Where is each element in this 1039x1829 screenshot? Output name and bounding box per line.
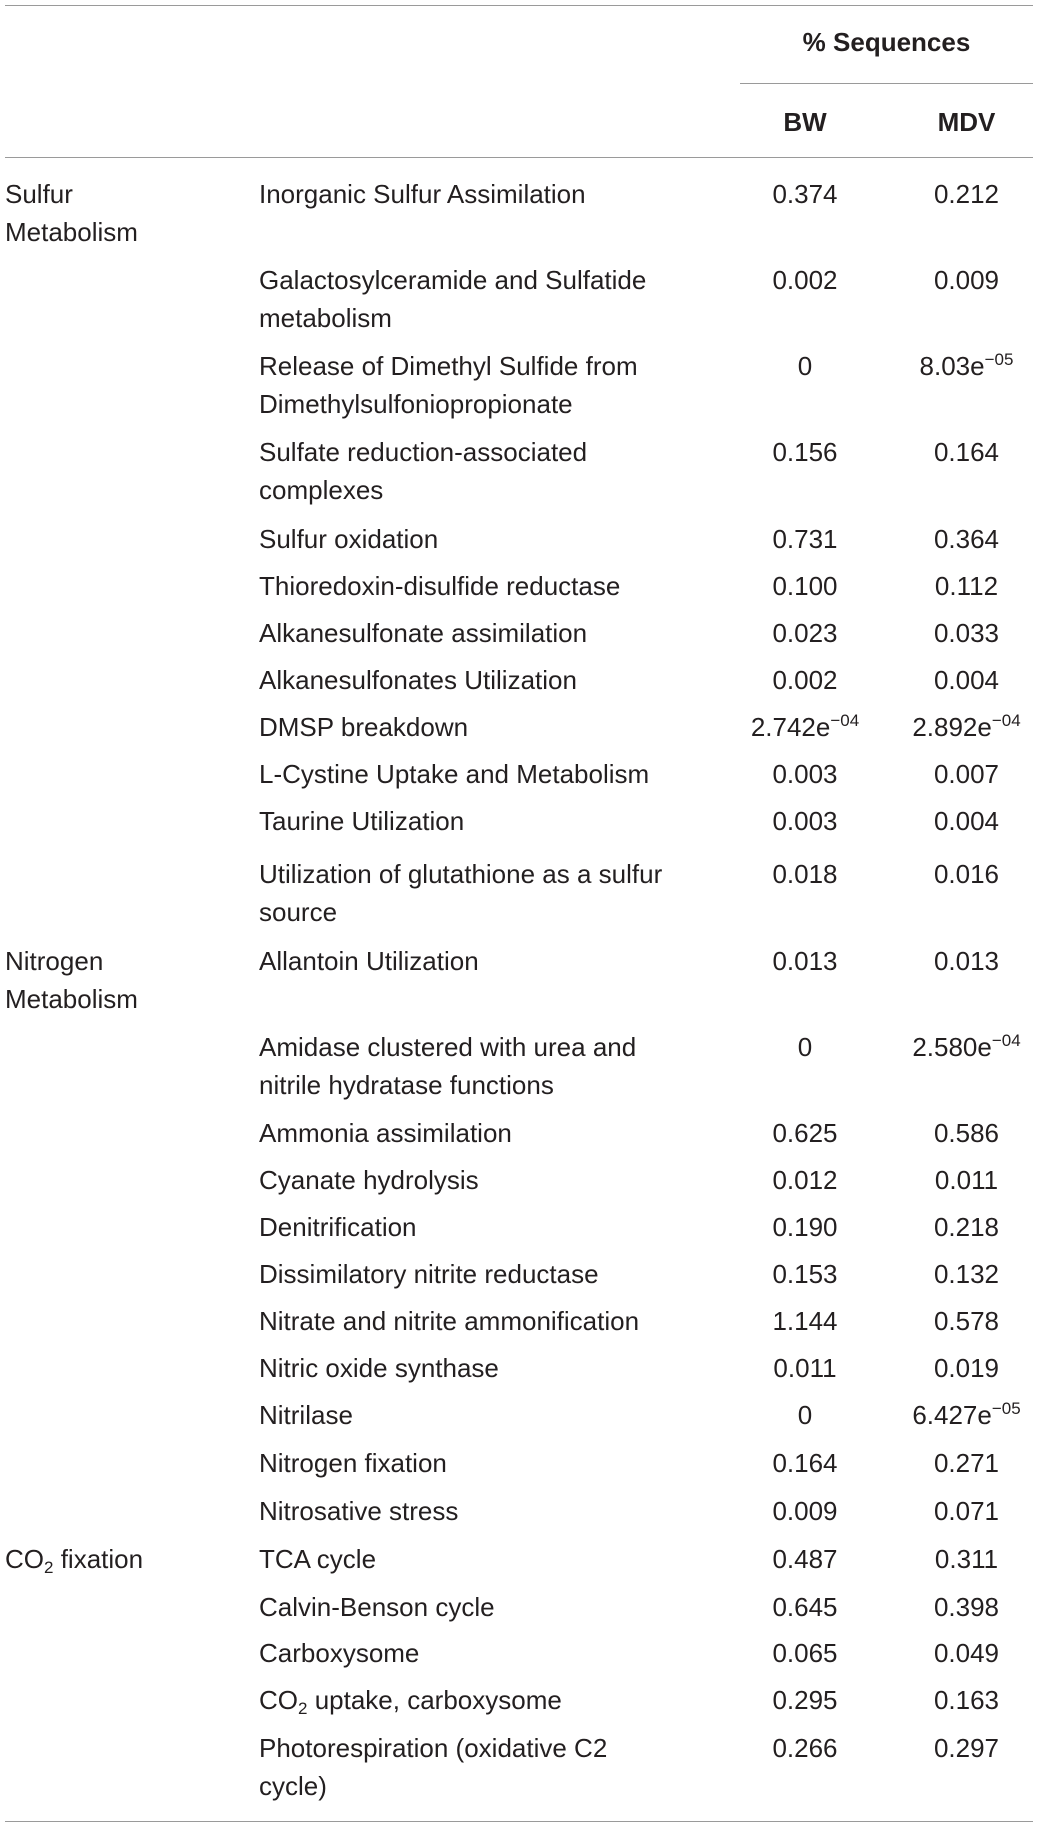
mdv-value: 0.218 xyxy=(933,1212,1000,1242)
row-label: Inorganic Sulfur Assimilation xyxy=(259,179,586,209)
bw-value: 0.374 xyxy=(772,179,838,209)
row-label: Alkanesulfonate assimilation xyxy=(259,618,588,648)
mdv-value: $8.03e^{-05}$ xyxy=(919,350,1014,381)
bw-value: 0.156 xyxy=(772,437,838,467)
row-label: Denitrification xyxy=(259,1212,417,1242)
bw-value: 0 xyxy=(797,1032,813,1062)
bw-value: 0.625 xyxy=(772,1118,838,1148)
bw-value: 1.144 xyxy=(772,1306,838,1336)
bw-value: 0.002 xyxy=(772,665,838,695)
top-rule xyxy=(5,5,1033,6)
mdv-value: 0.071 xyxy=(933,1496,1000,1526)
bw-value: 0.487 xyxy=(772,1544,838,1574)
row-label-continued: metabolism xyxy=(259,303,392,333)
mdv-value: 0.004 xyxy=(933,665,1000,695)
row-label-continued: source xyxy=(259,897,338,927)
mdv-value: 0.398 xyxy=(933,1592,1000,1622)
mdv-value: 0.112 xyxy=(934,571,999,601)
row-label: Dissimilatory nitrite reductase xyxy=(259,1259,599,1289)
mdv-value: 0.586 xyxy=(933,1118,1000,1148)
bw-value: 0.018 xyxy=(772,859,838,889)
mdv-value: 0.271 xyxy=(933,1448,1000,1478)
category-co2-fixation: $CO_2$ fixation xyxy=(5,1544,144,1577)
mdv-value: 0.212 xyxy=(933,179,1000,209)
bw-value: 0.266 xyxy=(772,1733,838,1763)
column-header-bw: BW xyxy=(783,107,827,137)
bottom-rule xyxy=(5,1821,1033,1822)
mdv-value: 0.578 xyxy=(933,1306,1000,1336)
mdv-value: 0.004 xyxy=(933,806,1000,836)
mdv-value: $2.580e^{-04}$ xyxy=(912,1031,1021,1062)
mdv-value: 0.132 xyxy=(933,1259,1000,1289)
mdv-value: 0.049 xyxy=(933,1638,1000,1668)
group-header-percent-sequences: % Sequences xyxy=(802,27,971,57)
mdv-value: 0.007 xyxy=(933,759,1000,789)
bw-value: 0.003 xyxy=(772,759,838,789)
mdv-value: 0.164 xyxy=(933,437,1000,467)
category-nitrogen-line1: Nitrogen xyxy=(5,946,104,976)
bw-value: 0.003 xyxy=(772,806,838,836)
row-label: Nitrosative stress xyxy=(259,1496,459,1526)
bw-value: 0 xyxy=(797,351,813,381)
row-label-continued: cycle) xyxy=(259,1771,327,1801)
row-label: Thioredoxin-disulfide reductase xyxy=(259,571,621,601)
row-label: Cyanate hydrolysis xyxy=(259,1165,479,1195)
bw-value: 0.100 xyxy=(772,571,838,601)
bw-value: 0.164 xyxy=(772,1448,838,1478)
mdv-value: 0.019 xyxy=(933,1353,1000,1383)
mdv-value: 0.297 xyxy=(933,1733,1000,1763)
row-label: Ammonia assimilation xyxy=(259,1118,512,1148)
row-label: DMSP breakdown xyxy=(259,712,469,742)
mdv-value: $6.427e^{-05}$ xyxy=(912,1399,1021,1430)
row-label: Photorespiration (oxidative C2 xyxy=(259,1733,608,1763)
bw-value: 0.023 xyxy=(772,618,838,648)
mdv-value: 0.163 xyxy=(933,1685,1000,1715)
row-label: Sulfate reduction-associated xyxy=(259,437,588,467)
category-nitrogen-line2: Metabolism xyxy=(5,984,138,1014)
bw-value: 0.013 xyxy=(772,946,838,976)
row-label: Alkanesulfonates Utilization xyxy=(259,665,577,695)
category-sulfur-line2: Metabolism xyxy=(5,217,138,247)
bw-value: 0.011 xyxy=(773,1353,837,1383)
row-label: Allantoin Utilization xyxy=(259,946,479,976)
row-label: Nitrogen fixation xyxy=(259,1448,447,1478)
group-header-rule xyxy=(740,83,1033,84)
bw-value: $2.742e^{-04}$ xyxy=(750,711,860,742)
bw-value: 0.295 xyxy=(772,1685,838,1715)
row-label: Nitrilase xyxy=(259,1400,353,1430)
mdv-value: 0.364 xyxy=(933,524,1000,554)
row-label-continued: nitrile hydratase functions xyxy=(259,1070,554,1100)
bw-value: 0.645 xyxy=(772,1592,838,1622)
row-label: Taurine Utilization xyxy=(259,806,465,836)
mdv-value: 0.033 xyxy=(933,618,1000,648)
category-sulfur-line1: Sulfur xyxy=(5,179,73,209)
mdv-value: 0.009 xyxy=(933,265,1000,295)
row-label: $CO_2$ uptake, carboxysome xyxy=(259,1685,562,1718)
row-label: Calvin-Benson cycle xyxy=(259,1592,495,1622)
row-label-continued: complexes xyxy=(259,475,384,505)
row-label: Release of Dimethyl Sulfide from xyxy=(259,351,638,381)
row-label: L-Cystine Uptake and Metabolism xyxy=(259,759,650,789)
header-rule xyxy=(5,157,1033,158)
row-label: Amidase clustered with urea and xyxy=(259,1032,637,1062)
bw-value: 0.065 xyxy=(772,1638,838,1668)
mdv-value: 0.011 xyxy=(934,1165,999,1195)
row-label-continued: Dimethylsulfoniopropionate xyxy=(259,389,573,419)
bw-value: 0 xyxy=(797,1400,813,1430)
row-label: Nitrate and nitrite ammonification xyxy=(259,1306,640,1336)
bw-value: 0.012 xyxy=(772,1165,838,1195)
bw-value: 0.190 xyxy=(772,1212,838,1242)
row-label: Galactosylceramide and Sulfatide xyxy=(259,265,647,295)
mdv-value: 0.311 xyxy=(934,1544,999,1574)
row-label: TCA cycle xyxy=(259,1544,377,1574)
mdv-value: 0.016 xyxy=(933,859,1000,889)
bw-value: 0.153 xyxy=(772,1259,838,1289)
row-label: Utilization of glutathione as a sulfur xyxy=(259,859,663,889)
row-label: Carboxysome xyxy=(259,1638,420,1668)
bw-value: 0.002 xyxy=(772,265,838,295)
mdv-value: $2.892e^{-04}$ xyxy=(912,711,1021,742)
bw-value: 0.731 xyxy=(772,524,838,554)
row-label: Nitric oxide synthase xyxy=(259,1353,499,1383)
bw-value: 0.009 xyxy=(772,1496,838,1526)
mdv-value: 0.013 xyxy=(933,946,1000,976)
column-header-mdv: MDV xyxy=(937,107,996,137)
row-label: Sulfur oxidation xyxy=(259,524,439,554)
